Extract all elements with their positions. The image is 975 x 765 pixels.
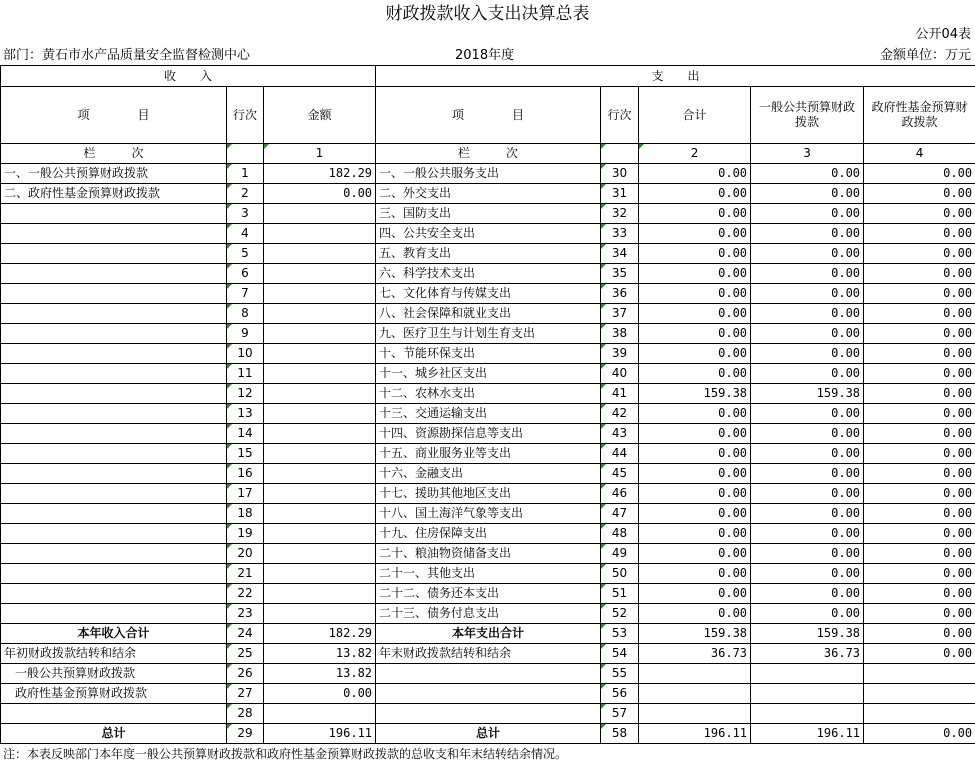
expense-line-no-cell[interactable]: 31: [601, 184, 639, 204]
table-row: [1, 724, 975, 744]
table-row: [1, 164, 975, 184]
expense-fund-cell[interactable]: 0.00: [864, 184, 975, 204]
expense-general-cell[interactable]: 0.00: [751, 444, 864, 464]
income-amount-cell[interactable]: 13.82: [264, 644, 376, 664]
expense-general-cell[interactable]: 0.00: [751, 184, 864, 204]
expense-item-cell[interactable]: 十九、住房保障支出: [376, 524, 601, 544]
income-line-no-cell[interactable]: 2: [227, 184, 264, 204]
lan-col3[interactable]: 3: [751, 144, 864, 164]
year-label: 2018年度: [455, 48, 515, 63]
income-item-cell[interactable]: [1, 204, 227, 224]
income-item-cell[interactable]: [1, 264, 227, 284]
header-item2[interactable]: 项 目: [376, 87, 601, 144]
expense-general-cell[interactable]: 0.00: [751, 544, 864, 564]
income-item-cell[interactable]: [1, 284, 227, 304]
expense-total-cell[interactable]: 0.00: [639, 244, 751, 264]
income-line-no-cell[interactable]: 3: [227, 204, 264, 224]
income-line-no-cell[interactable]: 9: [227, 324, 264, 344]
expense-fund-cell[interactable]: 0.00: [864, 544, 975, 564]
expense-total-cell[interactable]: 0.00: [639, 564, 751, 584]
income-item-cell[interactable]: 二、政府性基金预算财政拨款: [1, 184, 227, 204]
lan-label2[interactable]: 栏 次: [376, 144, 601, 164]
expense-general-cell[interactable]: 0.00: [751, 504, 864, 524]
expense-general-cell[interactable]: 0.00: [751, 364, 864, 384]
income-amount-cell[interactable]: [264, 524, 376, 544]
expense-general-cell[interactable]: 0.00: [751, 224, 864, 244]
expense-total-cell[interactable]: [639, 704, 751, 724]
expense-general-cell[interactable]: 159.38: [751, 384, 864, 404]
expense-general-cell[interactable]: 0.00: [751, 584, 864, 604]
expense-general-cell[interactable]: 0.00: [751, 524, 864, 544]
table-row: [1, 604, 975, 624]
department-label: 部门：黄石市水产品质量安全监督检测中心: [3, 48, 251, 63]
income-item-cell[interactable]: [1, 344, 227, 364]
expense-fund-cell[interactable]: 0.00: [864, 304, 975, 324]
income-item-cell[interactable]: 本年收入合计: [1, 624, 227, 644]
expense-line-no-cell[interactable]: 35: [601, 264, 639, 284]
expense-total-cell[interactable]: 196.11: [639, 724, 751, 744]
expense-line-no-cell[interactable]: 30: [601, 164, 639, 184]
income-item-cell[interactable]: 一般公共预算财政拨款: [1, 664, 227, 684]
expense-total-cell[interactable]: 0.00: [639, 164, 751, 184]
income-amount-cell[interactable]: [264, 264, 376, 284]
income-line-no-cell[interactable]: 23: [227, 604, 264, 624]
income-item-cell[interactable]: [1, 404, 227, 424]
expense-line-no-cell[interactable]: 40: [601, 364, 639, 384]
income-line-no-cell[interactable]: 28: [227, 704, 264, 724]
section-row: [1, 66, 975, 87]
income-line-no-cell[interactable]: 10: [227, 344, 264, 364]
expense-line-no-cell[interactable]: 52: [601, 604, 639, 624]
income-amount-cell[interactable]: [264, 344, 376, 364]
income-amount-cell[interactable]: 182.29: [264, 624, 376, 644]
income-item-cell[interactable]: [1, 324, 227, 344]
table-row: [1, 364, 975, 384]
expense-item-cell[interactable]: 十五、商业服务业等支出: [376, 444, 601, 464]
expense-fund-cell[interactable]: 0.00: [864, 624, 975, 644]
expense-total-cell[interactable]: 0.00: [639, 524, 751, 544]
income-amount-cell[interactable]: [264, 404, 376, 424]
table-row: [1, 204, 975, 224]
table-row: [1, 304, 975, 324]
income-line-no-cell[interactable]: 16: [227, 464, 264, 484]
income-amount-cell[interactable]: [264, 444, 376, 464]
table-row: [1, 664, 975, 684]
table-row: [1, 624, 975, 644]
income-item-cell[interactable]: [1, 304, 227, 324]
expense-total-cell[interactable]: 159.38: [639, 624, 751, 644]
expense-item-cell[interactable]: 八、社会保障和就业支出: [376, 304, 601, 324]
income-line-no-cell[interactable]: 11: [227, 364, 264, 384]
income-amount-cell[interactable]: 0.00: [264, 684, 376, 704]
expense-line-no-cell[interactable]: 45: [601, 464, 639, 484]
lan-label[interactable]: 栏 次: [1, 144, 227, 164]
table-row: [1, 504, 975, 524]
table-row: [1, 384, 975, 404]
income-item-cell[interactable]: [1, 384, 227, 404]
income-amount-cell[interactable]: [264, 604, 376, 624]
expense-fund-cell[interactable]: [864, 664, 975, 684]
expense-total-cell[interactable]: 159.38: [639, 384, 751, 404]
income-item-cell[interactable]: [1, 584, 227, 604]
expense-line-no-cell[interactable]: 33: [601, 224, 639, 244]
expense-total-cell[interactable]: 0.00: [639, 304, 751, 324]
expense-item-cell[interactable]: 一、一般公共服务支出: [376, 164, 601, 184]
income-item-cell[interactable]: [1, 704, 227, 724]
expense-item-cell[interactable]: 二十二、债务还本支出: [376, 584, 601, 604]
table-row: [1, 324, 975, 344]
expense-general-cell[interactable]: 0.00: [751, 344, 864, 364]
expense-general-cell[interactable]: [751, 664, 864, 684]
expense-line-no-cell[interactable]: 49: [601, 544, 639, 564]
expense-general-cell[interactable]: 0.00: [751, 204, 864, 224]
expense-fund-cell[interactable]: 0.00: [864, 284, 975, 304]
lan-col4[interactable]: 4: [864, 144, 975, 164]
expense-line-no-cell[interactable]: 42: [601, 404, 639, 424]
expense-item-cell[interactable]: 六、科学技术支出: [376, 264, 601, 284]
expense-item-cell[interactable]: 二、外交支出: [376, 184, 601, 204]
table-row: [1, 264, 975, 284]
table-row: [1, 564, 975, 584]
expense-total-cell[interactable]: 0.00: [639, 204, 751, 224]
table-row: [1, 284, 975, 304]
report-meta: [0, 46, 975, 66]
expense-fund-cell[interactable]: 0.00: [864, 484, 975, 504]
income-item-cell[interactable]: [1, 364, 227, 384]
expense-fund-cell[interactable]: 0.00: [864, 384, 975, 404]
expense-line-no-cell[interactable]: 47: [601, 504, 639, 524]
income-item-cell[interactable]: [1, 484, 227, 504]
expense-line-no-cell[interactable]: 57: [601, 704, 639, 724]
income-amount-cell[interactable]: [264, 504, 376, 524]
expense-line-no-cell[interactable]: 32: [601, 204, 639, 224]
income-line-no-cell[interactable]: 25: [227, 644, 264, 664]
income-line-no-cell[interactable]: 8: [227, 304, 264, 324]
income-item-cell[interactable]: [1, 604, 227, 624]
expense-line-no-cell[interactable]: 34: [601, 244, 639, 264]
table-row: [1, 404, 975, 424]
income-amount-cell[interactable]: [264, 564, 376, 584]
income-line-no-cell[interactable]: 26: [227, 664, 264, 684]
expense-fund-cell[interactable]: 0.00: [864, 344, 975, 364]
lan-col1[interactable]: 1: [264, 144, 376, 164]
header-line-no[interactable]: 行次: [227, 87, 264, 144]
expense-total-cell[interactable]: 0.00: [639, 604, 751, 624]
expense-line-no-cell[interactable]: 44: [601, 444, 639, 464]
income-item-cell[interactable]: 年初财政拨款结转和结余: [1, 644, 227, 664]
expense-general-cell[interactable]: 0.00: [751, 244, 864, 264]
expense-section-header[interactable]: 支 出: [376, 66, 975, 87]
expense-general-cell[interactable]: 196.11: [751, 724, 864, 744]
income-item-cell[interactable]: [1, 424, 227, 444]
income-amount-cell[interactable]: [264, 704, 376, 724]
expense-item-cell[interactable]: 十三、交通运输支出: [376, 404, 601, 424]
income-item-cell[interactable]: [1, 544, 227, 564]
header-fund[interactable]: 政府性基金预算财政拨款: [864, 87, 975, 144]
income-item-cell[interactable]: 总计: [1, 724, 227, 744]
expense-item-cell[interactable]: 总计: [376, 724, 601, 744]
lan-blank[interactable]: [227, 144, 264, 164]
expense-item-cell[interactable]: 九、医疗卫生与计划生育支出: [376, 324, 601, 344]
income-line-no-cell[interactable]: 17: [227, 484, 264, 504]
expense-total-cell[interactable]: 0.00: [639, 484, 751, 504]
expense-general-cell[interactable]: 0.00: [751, 484, 864, 504]
income-amount-cell[interactable]: 196.11: [264, 724, 376, 744]
expense-total-cell[interactable]: [639, 684, 751, 704]
expense-total-cell[interactable]: 0.00: [639, 264, 751, 284]
income-line-no-cell[interactable]: 20: [227, 544, 264, 564]
income-amount-cell[interactable]: [264, 284, 376, 304]
expense-item-cell[interactable]: 十六、金融支出: [376, 464, 601, 484]
expense-fund-cell[interactable]: 0.00: [864, 204, 975, 224]
income-amount-cell[interactable]: [264, 324, 376, 344]
expense-total-cell[interactable]: 0.00: [639, 224, 751, 244]
expense-total-cell[interactable]: [639, 664, 751, 684]
expense-total-cell[interactable]: 0.00: [639, 444, 751, 464]
expense-item-cell[interactable]: [376, 704, 601, 724]
expense-fund-cell[interactable]: 0.00: [864, 604, 975, 624]
expense-fund-cell[interactable]: 0.00: [864, 424, 975, 444]
header-item[interactable]: 项 目: [1, 87, 227, 144]
income-line-no-cell[interactable]: 29: [227, 724, 264, 744]
expense-line-no-cell[interactable]: 58: [601, 724, 639, 744]
income-line-no-cell[interactable]: 21: [227, 564, 264, 584]
expense-line-no-cell[interactable]: 38: [601, 324, 639, 344]
expense-total-cell[interactable]: 0.00: [639, 504, 751, 524]
expense-general-cell[interactable]: [751, 704, 864, 724]
expense-total-cell[interactable]: 0.00: [639, 184, 751, 204]
expense-general-cell[interactable]: 0.00: [751, 164, 864, 184]
expense-general-cell[interactable]: 0.00: [751, 604, 864, 624]
expense-item-cell[interactable]: 二十一、其他支出: [376, 564, 601, 584]
income-item-cell[interactable]: [1, 564, 227, 584]
income-line-no-cell[interactable]: 15: [227, 444, 264, 464]
expense-general-cell[interactable]: 0.00: [751, 304, 864, 324]
expense-item-cell[interactable]: [376, 684, 601, 704]
header-total[interactable]: 合计: [639, 87, 751, 144]
table-row: [1, 344, 975, 364]
report-title: 财政拨款收入支出决算总表: [385, 4, 590, 24]
expense-total-cell[interactable]: 0.00: [639, 404, 751, 424]
expense-item-cell[interactable]: 十一、城乡社区支出: [376, 364, 601, 384]
expense-item-cell[interactable]: 五、教育支出: [376, 244, 601, 264]
table-row: [1, 684, 975, 704]
expense-general-cell[interactable]: 0.00: [751, 324, 864, 344]
income-amount-cell[interactable]: [264, 384, 376, 404]
expense-total-cell[interactable]: 0.00: [639, 544, 751, 564]
income-amount-cell[interactable]: [264, 464, 376, 484]
income-line-no-cell[interactable]: 4: [227, 224, 264, 244]
income-amount-cell[interactable]: [264, 304, 376, 324]
expense-fund-cell[interactable]: 0.00: [864, 404, 975, 424]
header-amount[interactable]: 金额: [264, 87, 376, 144]
expense-total-cell[interactable]: 0.00: [639, 584, 751, 604]
expense-fund-cell[interactable]: [864, 704, 975, 724]
expense-line-no-cell[interactable]: 48: [601, 524, 639, 544]
income-line-no-cell[interactable]: 13: [227, 404, 264, 424]
expense-fund-cell[interactable]: 0.00: [864, 584, 975, 604]
income-amount-cell[interactable]: 182.29: [264, 164, 376, 184]
expense-fund-cell[interactable]: [864, 684, 975, 704]
income-amount-cell[interactable]: [264, 484, 376, 504]
lan-blank2[interactable]: [601, 144, 639, 164]
header-line-no2[interactable]: 行次: [601, 87, 639, 144]
expense-item-cell[interactable]: 十四、资源勘探信息等支出: [376, 424, 601, 444]
expense-line-no-cell[interactable]: 37: [601, 304, 639, 324]
expense-line-no-cell[interactable]: 41: [601, 384, 639, 404]
form-code: 公开04表: [915, 27, 971, 42]
expense-line-no-cell[interactable]: 53: [601, 624, 639, 644]
income-line-no-cell[interactable]: 14: [227, 424, 264, 444]
income-amount-cell[interactable]: [264, 224, 376, 244]
expense-item-cell[interactable]: 二十、粮油物资储备支出: [376, 544, 601, 564]
expense-item-cell[interactable]: 七、文化体育与传媒支出: [376, 284, 601, 304]
income-line-no-cell[interactable]: 19: [227, 524, 264, 544]
table-row: [1, 484, 975, 504]
income-amount-cell[interactable]: [264, 544, 376, 564]
table-row: [1, 184, 975, 204]
expense-total-cell[interactable]: 0.00: [639, 464, 751, 484]
expense-line-no-cell[interactable]: 55: [601, 664, 639, 684]
table-row: [1, 444, 975, 464]
expense-line-no-cell[interactable]: 51: [601, 584, 639, 604]
expense-general-cell[interactable]: 36.73: [751, 644, 864, 664]
expense-line-no-cell[interactable]: 54: [601, 644, 639, 664]
unit-label: 金额单位：万元: [879, 48, 971, 63]
expense-general-cell[interactable]: 0.00: [751, 264, 864, 284]
lan-col2[interactable]: 2: [639, 144, 751, 164]
expense-general-cell[interactable]: 0.00: [751, 404, 864, 424]
expense-total-cell[interactable]: 0.00: [639, 364, 751, 384]
expense-item-cell[interactable]: 四、公共安全支出: [376, 224, 601, 244]
table-row: [1, 224, 975, 244]
income-amount-cell[interactable]: 13.82: [264, 664, 376, 684]
expense-fund-cell[interactable]: 0.00: [864, 564, 975, 584]
expense-line-no-cell[interactable]: 36: [601, 284, 639, 304]
income-line-no-cell[interactable]: 6: [227, 264, 264, 284]
expense-item-cell[interactable]: 年末财政拨款结转和结余: [376, 644, 601, 664]
income-line-no-cell[interactable]: 22: [227, 584, 264, 604]
expense-item-cell[interactable]: 本年支出合计: [376, 624, 601, 644]
expense-fund-cell[interactable]: 0.00: [864, 264, 975, 284]
finance-table: [0, 65, 975, 744]
expense-fund-cell[interactable]: 0.00: [864, 444, 975, 464]
income-line-no-cell[interactable]: 24: [227, 624, 264, 644]
expense-general-cell[interactable]: 0.00: [751, 424, 864, 444]
table-row: [1, 584, 975, 604]
income-line-no-cell[interactable]: 5: [227, 244, 264, 264]
expense-item-cell[interactable]: [376, 664, 601, 684]
expense-item-cell[interactable]: 三、国防支出: [376, 204, 601, 224]
expense-line-no-cell[interactable]: 50: [601, 564, 639, 584]
expense-fund-cell[interactable]: 0.00: [864, 644, 975, 664]
expense-fund-cell[interactable]: 0.00: [864, 244, 975, 264]
income-item-cell[interactable]: [1, 444, 227, 464]
expense-item-cell[interactable]: 十二、农林水支出: [376, 384, 601, 404]
expense-item-cell[interactable]: 十七、援助其他地区支出: [376, 484, 601, 504]
income-line-no-cell[interactable]: 27: [227, 684, 264, 704]
expense-line-no-cell[interactable]: 43: [601, 424, 639, 444]
income-item-cell[interactable]: [1, 244, 227, 264]
income-item-cell[interactable]: 政府性基金预算财政拨款: [1, 684, 227, 704]
income-amount-cell[interactable]: [264, 364, 376, 384]
expense-item-cell[interactable]: 二十三、债务付息支出: [376, 604, 601, 624]
expense-total-cell[interactable]: 36.73: [639, 644, 751, 664]
expense-fund-cell[interactable]: 0.00: [864, 524, 975, 544]
expense-line-no-cell[interactable]: 56: [601, 684, 639, 704]
expense-fund-cell[interactable]: 0.00: [864, 364, 975, 384]
expense-fund-cell[interactable]: 0.00: [864, 504, 975, 524]
expense-fund-cell[interactable]: 0.00: [864, 724, 975, 744]
table-row: [1, 524, 975, 544]
expense-item-cell[interactable]: 十、节能环保支出: [376, 344, 601, 364]
income-section-header[interactable]: 收 入: [1, 66, 376, 87]
column-header-row: [1, 87, 975, 144]
table-row: [1, 704, 975, 724]
expense-fund-cell[interactable]: 0.00: [864, 164, 975, 184]
expense-total-cell[interactable]: 0.00: [639, 344, 751, 364]
expense-general-cell[interactable]: [751, 684, 864, 704]
income-line-no-cell[interactable]: 18: [227, 504, 264, 524]
table-row: [1, 424, 975, 444]
income-item-cell[interactable]: 一、一般公共预算财政拨款: [1, 164, 227, 184]
income-amount-cell[interactable]: [264, 584, 376, 604]
expense-general-cell[interactable]: 0.00: [751, 464, 864, 484]
expense-fund-cell[interactable]: 0.00: [864, 324, 975, 344]
expense-fund-cell[interactable]: 0.00: [864, 464, 975, 484]
income-amount-cell[interactable]: [264, 204, 376, 224]
table-row: [1, 644, 975, 664]
expense-total-cell[interactable]: 0.00: [639, 324, 751, 344]
expense-line-no-cell[interactable]: 46: [601, 484, 639, 504]
income-line-no-cell[interactable]: 12: [227, 384, 264, 404]
footnote: 注：本表反映部门本年度一般公共预算财政拨款和政府性基金预算财政拨款的总收支和年末结转结余情况。: [3, 747, 568, 761]
income-line-no-cell[interactable]: 1: [227, 164, 264, 184]
expense-fund-cell[interactable]: 0.00: [864, 224, 975, 244]
income-amount-cell[interactable]: [264, 244, 376, 264]
header-general[interactable]: 一般公共预算财政拨款: [751, 87, 864, 144]
expense-line-no-cell[interactable]: 39: [601, 344, 639, 364]
income-item-cell[interactable]: [1, 464, 227, 484]
income-item-cell[interactable]: [1, 524, 227, 544]
income-amount-cell[interactable]: 0.00: [264, 184, 376, 204]
income-amount-cell[interactable]: [264, 424, 376, 444]
expense-general-cell[interactable]: 0.00: [751, 284, 864, 304]
table-row: [1, 544, 975, 564]
expense-item-cell[interactable]: 十八、国土海洋气象等支出: [376, 504, 601, 524]
table-row: [1, 244, 975, 264]
income-line-no-cell[interactable]: 7: [227, 284, 264, 304]
expense-total-cell[interactable]: 0.00: [639, 284, 751, 304]
table-row: [1, 464, 975, 484]
expense-general-cell[interactable]: 0.00: [751, 564, 864, 584]
column-index-row: [1, 144, 975, 164]
income-item-cell[interactable]: [1, 224, 227, 244]
expense-total-cell[interactable]: 0.00: [639, 424, 751, 444]
income-item-cell[interactable]: [1, 504, 227, 524]
expense-general-cell[interactable]: 159.38: [751, 624, 864, 644]
